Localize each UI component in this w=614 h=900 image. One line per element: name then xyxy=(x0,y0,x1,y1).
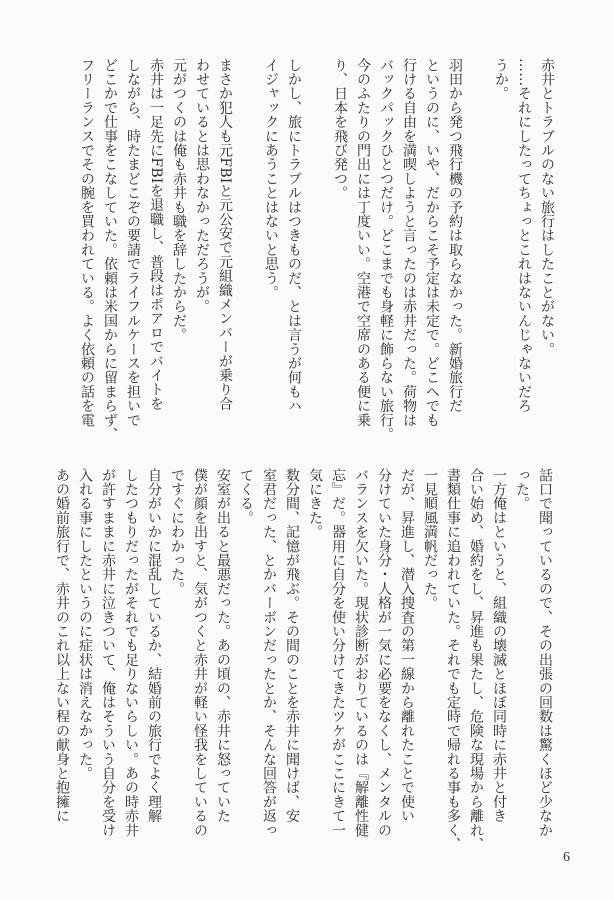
text-line: 数分間、記憶が飛ぶ。その間のことを赤井に聞けば、安 xyxy=(284,468,300,823)
upper-text-block xyxy=(75,58,558,458)
text-line: 書類仕事に追われていた。それでも定時で帰れる事も多く、 xyxy=(445,468,461,852)
paragraph-gap xyxy=(305,58,328,458)
text-line: 元がつくのは俺も赤井も職を辞したからだ。 xyxy=(171,58,187,342)
text-line: しかし、旅にトラブルはつきものだ、とは言うが何もハ xyxy=(286,58,302,413)
text-line: 赤井とトラブルのない旅行はしたことがない。 xyxy=(539,58,555,357)
lower-text-block xyxy=(50,468,556,868)
text-line: 室君だった、とかバーボンだったとか、そんな回答が返っ xyxy=(261,468,277,838)
text-line: バランスを欠いた。現状診断がおりているのは『解離性健 xyxy=(353,468,369,838)
text-line: しながら、時たまどこぞの要請でライフルケースを担いで xyxy=(125,58,141,428)
text-line: バックパックひとつだけ。どこまでも身軽に飾らない旅行。 xyxy=(378,58,394,442)
text-line: あの婚前旅行で、赤井のこれ以上ない程の献身と抱擁に xyxy=(54,468,70,823)
text-line: わせているとは思わなかっただろうが。 xyxy=(194,58,210,314)
text-line: 行ける自由を満喫しようと言ったのは赤井だった。荷物は xyxy=(401,58,417,428)
text-line: 赤井は一足先にFBIを退職し、普段はポアロでバイトを xyxy=(148,58,164,411)
text-line: 入れる事にしたというのに症状は消えなかった。 xyxy=(77,468,93,781)
text-line: った。 xyxy=(514,468,530,511)
text-line: ですぐにわかった。 xyxy=(169,468,185,596)
text-line: り、日本を飛び発つ。 xyxy=(332,58,348,200)
text-line: フリーランスでその腕を買われている。よく依頼の話を電 xyxy=(79,58,95,428)
paragraph-gap xyxy=(466,58,489,458)
text-line: どこかで仕事をこなしていた。依頼は米国からに留まらず、 xyxy=(102,58,118,442)
text-line: まさか犯人も元FBIと元公安で元組織メンバーが乗り合 xyxy=(217,58,233,411)
text-line: 一見順風満帆だった。 xyxy=(422,468,438,610)
text-line: 羽田から発つ飛行機の予約は取らなかった。新婚旅行だ xyxy=(447,58,463,413)
paragraph-gap xyxy=(236,58,259,458)
text-line: というのに、いや、だからこそ予定は未定で。どこへでも xyxy=(424,58,440,428)
text-line: 忘』だ。器用に自分を使い分けてきたツケがここにきて一 xyxy=(330,468,346,838)
text-line: 安室が出ると最悪だった。あの頃の、赤井に怒っていた xyxy=(215,468,231,823)
text-line: 自分がいかに混乱しているか、結婚前の旅行でよく理解 xyxy=(146,468,162,823)
text-line: 分けていた身分・人格が一気に必要をなくし、メンタルの xyxy=(376,468,392,838)
text-line: 合い始め、婚約をし、昇進も果たし、危険な現場から離れ、 xyxy=(468,468,484,852)
page-number: 6 xyxy=(563,850,570,865)
text-line: 僕が顔を出すと、気がつくと赤井が軽い怪我をしているの xyxy=(192,468,208,838)
text-line: うか。 xyxy=(493,58,509,101)
text-line: だが、昇進し、潜入捜査の第一線から離れたことで使い xyxy=(399,468,415,823)
text-line: てくる。 xyxy=(238,468,254,525)
text-line: が許すままに赤井に泣きついて、俺はそういう自分を受け xyxy=(100,468,116,838)
text-line: したつもりだったがそれでも足りないらしい。あの時赤井 xyxy=(123,468,139,838)
text-line: 今のふたりの門出には丁度いい。空港で空席のある便に乗 xyxy=(355,58,371,428)
text-line: イジャックにあうことはないと思う。 xyxy=(263,58,279,300)
text-line: 話口で聞っているので、その出張の回数は驚くほど少なか xyxy=(537,468,553,838)
text-line: 一方俺はというと、組織の壊滅とほぼ同時に赤井と付き xyxy=(491,468,507,823)
text-line: ……それにしたってちょっとこれはないんじゃないだろ xyxy=(516,58,532,413)
text-line: 気にきた。 xyxy=(307,468,323,539)
